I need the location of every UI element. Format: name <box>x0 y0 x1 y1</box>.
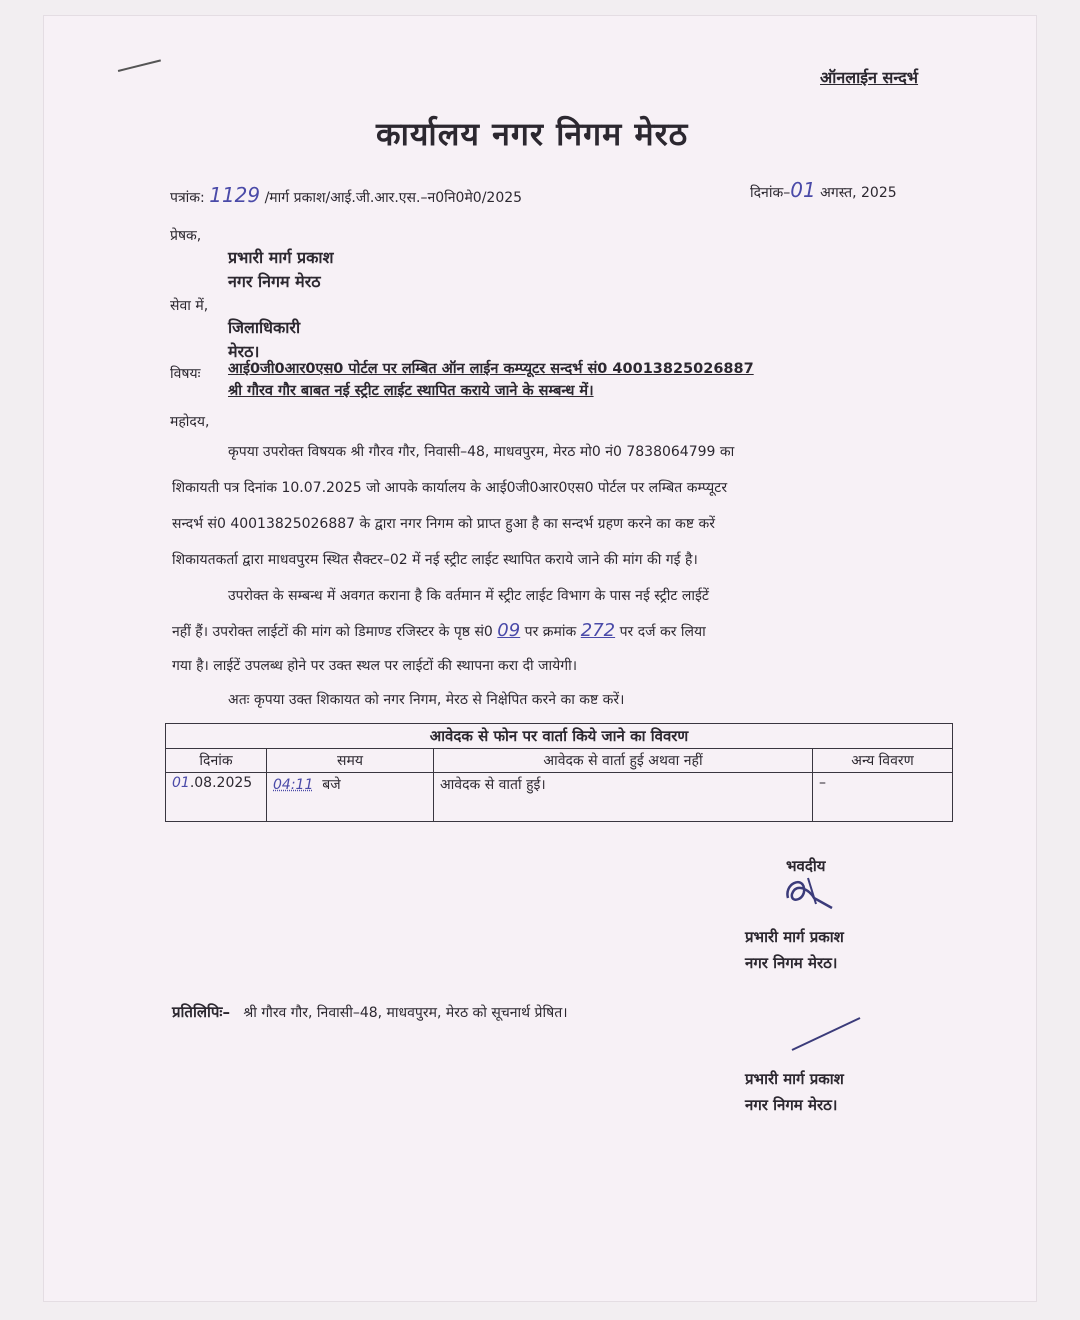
cell-time-text: बजे <box>322 777 341 793</box>
para1-line-2: शिकायती पत्र दिनांक 10.07.2025 जो आपके कार्यालय के आई0जी0आर0एस0 पोर्टल पर लम्बित कम्प्यूटर <box>172 480 728 496</box>
para2-text-b: पर क्रमांक <box>524 624 577 640</box>
date-suffix: अगस्त, 2025 <box>820 185 897 201</box>
recipient-label: सेवा में, <box>170 298 209 314</box>
para2-text-c: पर दर्ज कर लिया <box>619 624 706 640</box>
col-talk: आवेदक से वार्ता हुई अथवा नहीं <box>434 749 813 773</box>
cell-date-handwritten: 01 <box>172 775 190 791</box>
serial-number-handwritten: 272 <box>580 620 616 641</box>
col-time: समय <box>267 749 434 773</box>
letter-reference <box>170 183 522 207</box>
ref-number-handwritten: 1129 <box>209 183 261 207</box>
signature-block-1 <box>745 924 844 976</box>
recipient-line-1: जिलाधिकारी <box>228 318 301 337</box>
para2-line-2 <box>172 620 706 641</box>
date-day-handwritten: 01 <box>790 178 816 202</box>
para2-line-3: गया है। लाईटें उपलब्ध होने पर उक्त स्थल पर लाईटों की स्थापना करा दी जायेगी। <box>172 658 578 674</box>
letter-date <box>750 178 897 202</box>
para2-line-1: उपरोक्त के सम्बन्ध में अवगत कराना है कि वर्तमान में स्ट्रीट लाईट विभाग के पास नई स्ट्रीट लाईटें <box>228 588 709 604</box>
para1-line-3: सन्दर्भ सं0 40013825026887 के द्वारा नगर निगम को प्राप्त हुआ है का सन्दर्भ ग्रहण करने का कष्ट करें <box>172 516 715 532</box>
ref-prefix: पत्रांक: <box>170 190 205 206</box>
sender-line-2: नगर निगम मेरठ <box>228 272 321 291</box>
cell-date <box>166 773 267 822</box>
ref-suffix: /मार्ग प्रकाश/आई.जी.आर.एस.–न0नि0मे0/2025 <box>264 190 523 206</box>
sender-label: प्रेषक, <box>170 228 202 244</box>
signatory-title: प्रभारी मार्ग प्रकाश <box>745 928 844 946</box>
subject-label: विषयः <box>170 366 201 382</box>
signature-stroke <box>788 1014 868 1054</box>
para1-line-1: कृपया उपरोक्त विषयक श्री गौरव गौर, निवासी–48, माधवपुरम, मेरठ मो0 नं0 7838064799 का <box>228 444 735 460</box>
subject <box>228 358 754 402</box>
recipient-line-2: मेरठ। <box>228 342 260 361</box>
cell-time <box>267 773 434 822</box>
salutation: महोदय, <box>170 414 210 430</box>
copy-label: प्रतिलिपिः– <box>172 1003 230 1021</box>
para3: अतः कृपया उक्त शिकायत को नगर निगम, मेरठ से निक्षेपित करने का कष्ट करें। <box>228 692 625 708</box>
col-date: दिनांक <box>166 749 267 773</box>
copy-to <box>172 1002 568 1022</box>
signature-block-2 <box>745 1066 844 1118</box>
para2-text-a: नहीं हैं। उपरोक्त लाईटों की मांग को डिमाण्ड रजिस्टर के पृष्ठ सं0 <box>172 624 493 640</box>
phone-call-table <box>165 723 953 822</box>
subject-line-1: आई0जी0आर0एस0 पोर्टल पर लम्बित ऑन लाईन कम्प्यूटर सन्दर्भ सं0 40013825026887 <box>228 361 754 377</box>
signatory-2-title: प्रभारी मार्ग प्रकाश <box>745 1070 844 1088</box>
signatory-office: नगर निगम मेरठ। <box>745 954 838 972</box>
table-title-row <box>166 724 953 749</box>
cell-time-handwritten: 04:11 <box>273 777 314 793</box>
para1-line-4: शिकायतकर्ता द्वारा माधवपुरम स्थित सैक्टर–02 में नई स्ट्रीट लाईट स्थापित कराये जाने की मांग की गई है। <box>172 552 698 568</box>
sender-line-1: प्रभारी मार्ग प्रकाश <box>228 248 334 267</box>
office-title: कार्यालय नगर निगम मेरठ <box>376 115 689 153</box>
closing: भवदीय <box>786 857 826 875</box>
online-reference-label: ऑनलाईन सन्दर्भ <box>820 68 919 87</box>
table-title: आवेदक से फोन पर वार्ता किये जाने का विवरण <box>166 724 953 749</box>
signature-scribble <box>780 868 850 912</box>
subject-line-2: श्री गौरव गौर बाबत नई स्ट्रीट लाईट स्थापित कराये जाने के सम्बन्ध में। <box>228 383 594 399</box>
date-prefix: दिनांक– <box>750 185 791 201</box>
table-row <box>166 773 953 822</box>
copy-text: श्री गौरव गौर, निवासी–48, माधवपुरम, मेरठ को सूचनार्थ प्रेषित। <box>243 1005 568 1021</box>
cell-talk: आवेदक से वार्ता हुई। <box>434 773 813 822</box>
col-other: अन्य विवरण <box>813 749 953 773</box>
signatory-2-office: नगर निगम मेरठ। <box>745 1096 838 1114</box>
page-number-handwritten: 09 <box>497 620 521 641</box>
cell-other: – <box>813 773 953 822</box>
cell-date-text: .08.2025 <box>189 775 253 791</box>
table-header-row <box>166 749 953 773</box>
